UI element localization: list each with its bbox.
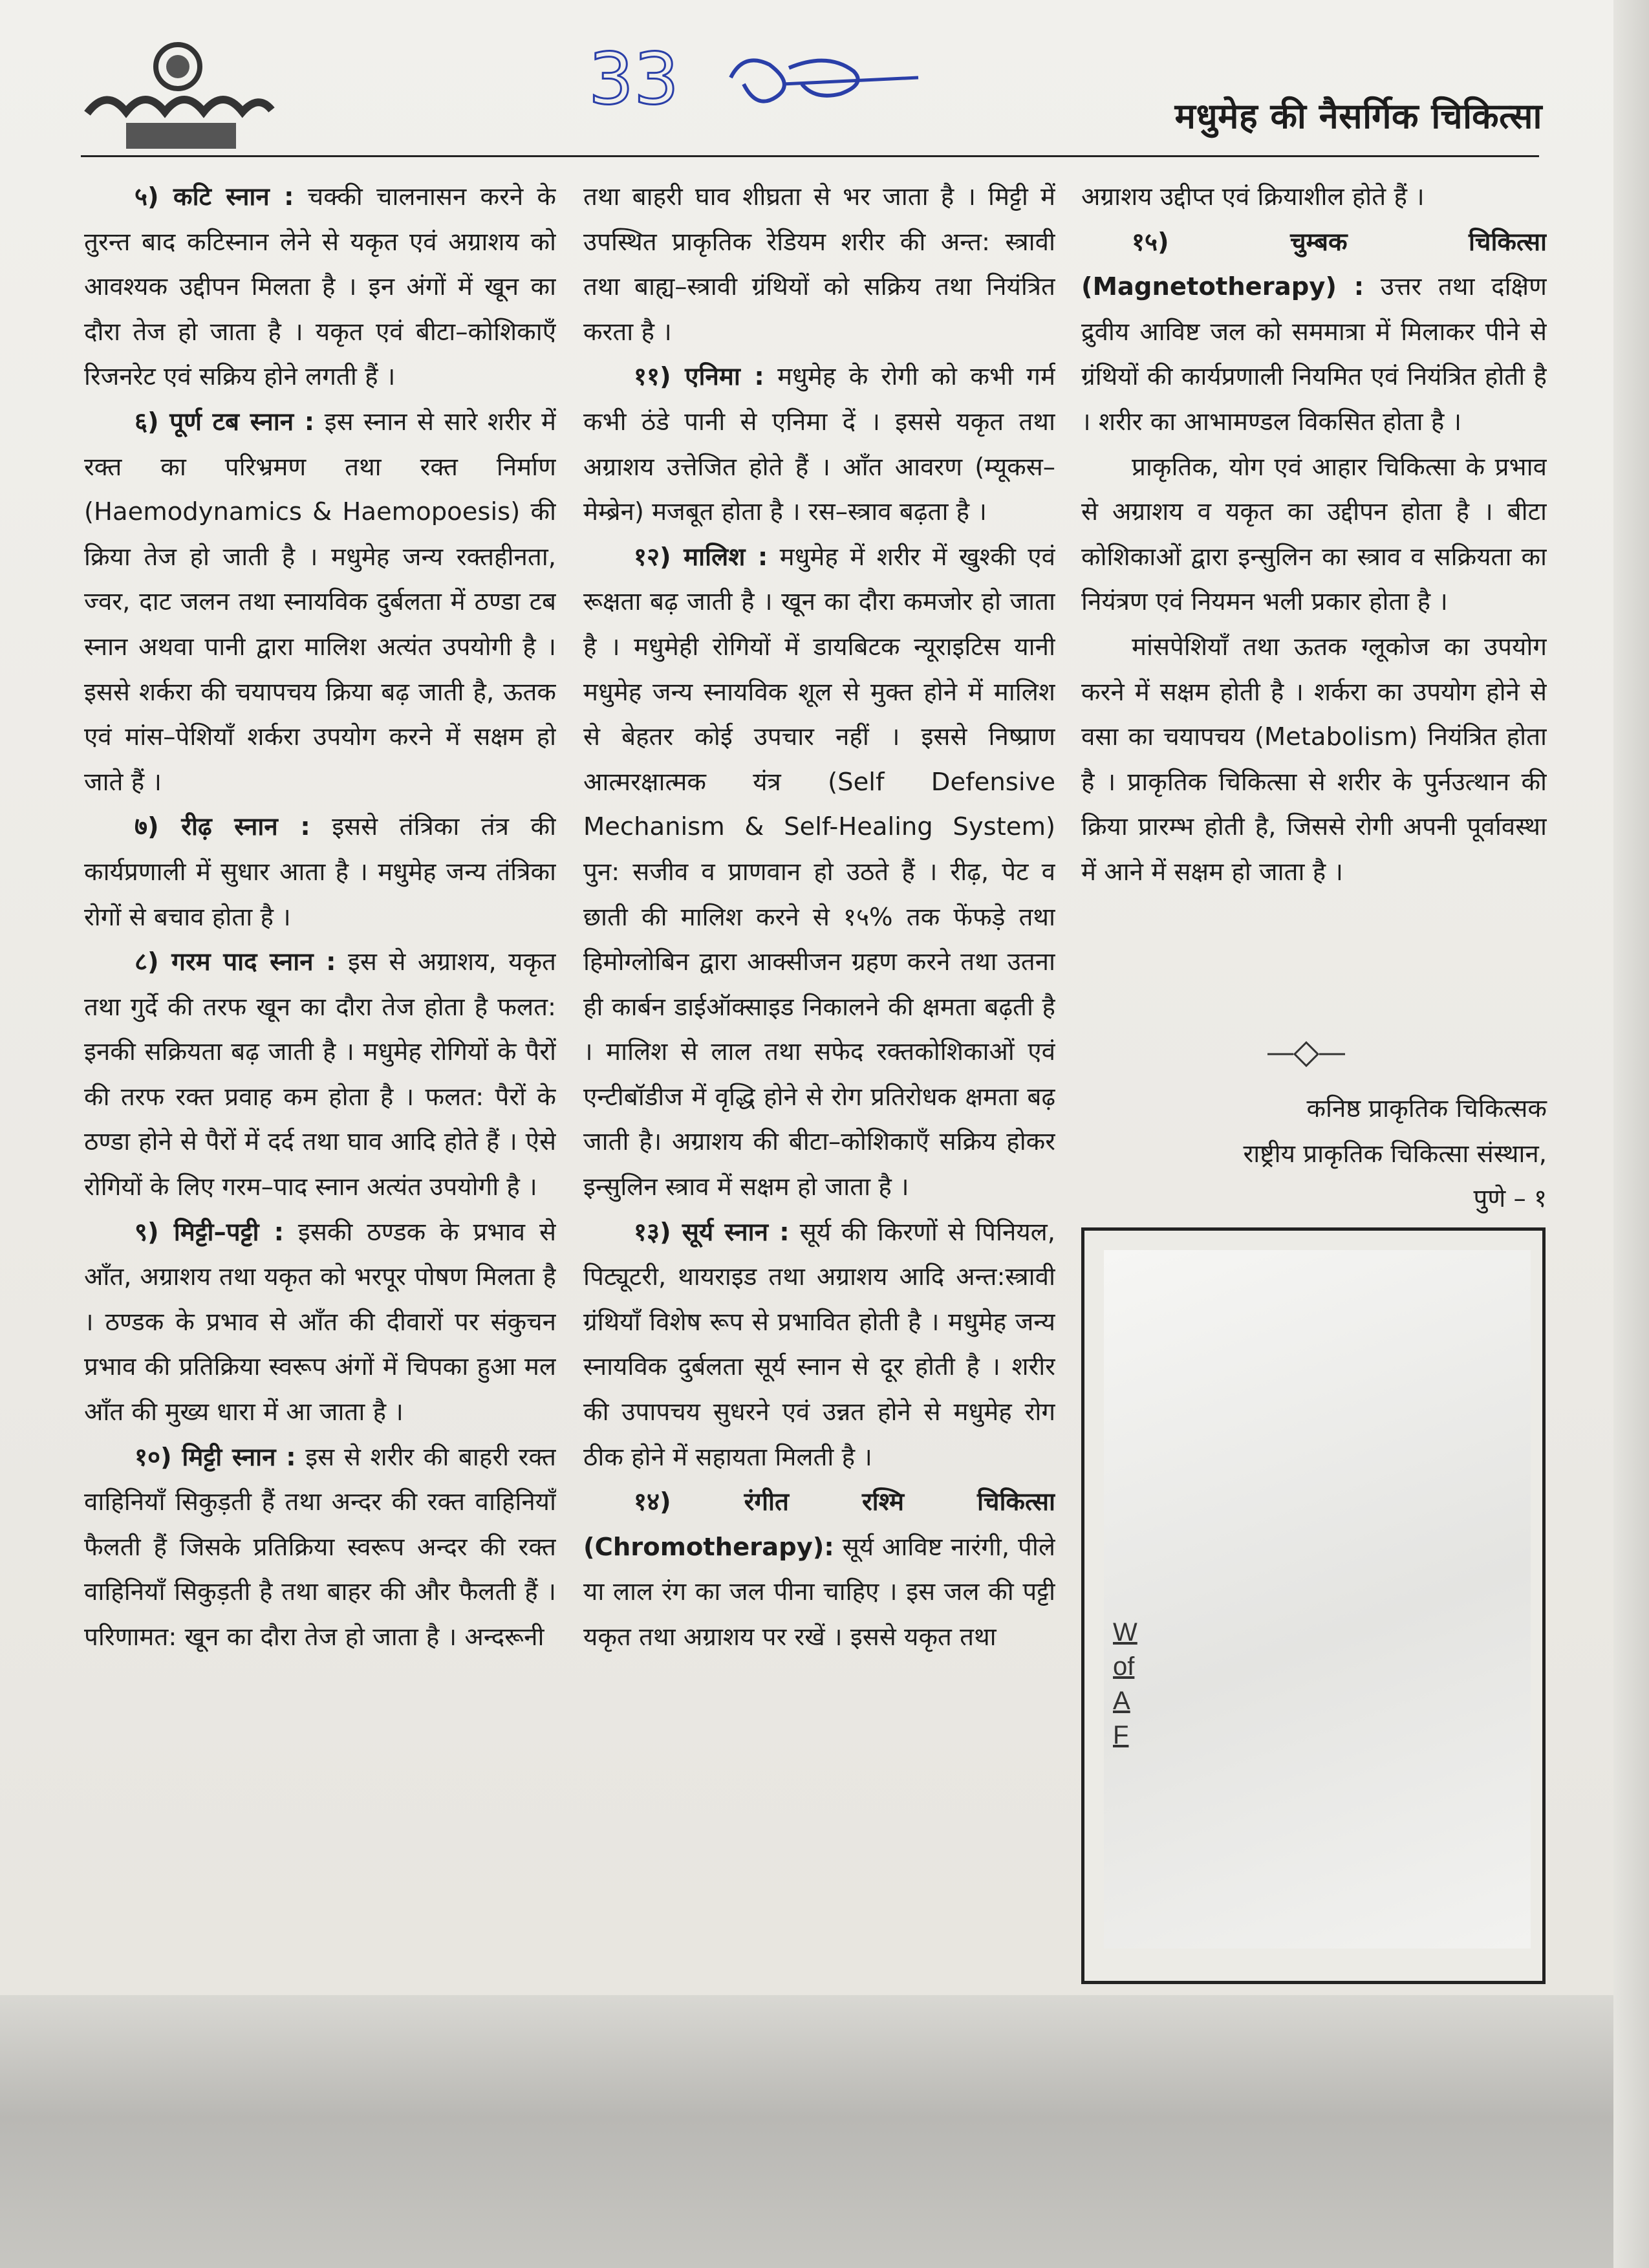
wave-sun-logo-icon bbox=[81, 36, 275, 158]
paragraph-text: मांसपेशियाँ तथा ऊतक ग्लूकोज का उपयोग करने में सक्षम होती है । शर्करा का उपयोग होने से वसा का चयापचय (Metabolism) नियंत्रित होता है । प्राकृतिक चिकित्सा से शरीर के पुर्नउत्थान की क्रिया प्रारम्भ होती है, जिससे रोगी अपनी पूर्वावस्था में आने में सक्षम हो जाता है । bbox=[1081, 632, 1547, 887]
author-city: पुणे – १ bbox=[1473, 1184, 1547, 1214]
paragraph-text: प्राकृतिक, योग एवं आहार चिकित्सा के प्रभाव से अग्राशय व यकृत का उद्दीपन होता है । बीटा कोशिकाओं द्वारा इन्सुलिन का स्त्राव व सक्रियता का नियंत्रण एवं नियमन भली प्रकार होता है । bbox=[1081, 452, 1547, 617]
box-letter: of bbox=[1113, 1652, 1135, 1681]
paragraph bbox=[1081, 175, 1547, 220]
paragraph-heading: १४) रंगीत रश्मि चिकित्सा (Chromotherapy): bbox=[583, 1487, 1055, 1562]
handwritten-number-text: 33 bbox=[588, 39, 679, 120]
paragraph bbox=[84, 175, 556, 400]
scan-bottom-shadow bbox=[0, 1995, 1649, 2268]
paragraph bbox=[1081, 445, 1547, 625]
paragraph bbox=[1081, 625, 1547, 895]
paragraph bbox=[84, 1210, 556, 1435]
paragraph-text: इससे तंत्रिका तंत्र की कार्यप्रणाली में सुधार आता है । मधुमेह जन्य तंत्रिका रोगों से बचाव होता है । bbox=[84, 812, 556, 932]
paragraph-text: इस स्नान से सारे शरीर में रक्त का परिभ्रमण तथा रक्त निर्माण (Haemodynamics & Haemopoesis) की क्रिया तेज हो जाती है । मधुमेह जन्य रक्तहीनता, ज्वर, दाट जलन तथा स्नायविक दुर्बलता में ठण्डा टब स्नान अथवा पानी द्वारा मालिश अत्यंत उपयोगी है । इससे शर्करा की चयापचय क्रिया बढ़ जाती है, ऊतक एवं मांस–पेशियाँ शर्करा उपयोग करने में सक्षम हो जाते हैं । bbox=[84, 407, 556, 797]
paragraph bbox=[583, 1480, 1055, 1659]
paragraph-heading: ९) मिट्टी–पट्टी : bbox=[135, 1217, 284, 1247]
page-right-edge bbox=[1613, 0, 1649, 2268]
paragraph-heading: ६) पूर्ण टब स्नान : bbox=[135, 407, 315, 437]
paragraph bbox=[1081, 220, 1547, 445]
paragraph-heading: १५) चुम्बक चिकित्सा (Magnetotherapy) : bbox=[1081, 227, 1547, 302]
author-signature-block bbox=[1081, 1086, 1547, 1222]
paragraph bbox=[583, 354, 1055, 534]
paragraph-text: सूर्य की किरणों से पिनियल, पिट्यूटरी, थायराइड तथा अग्राशय आदि अन्त:स्त्रावी ग्रंथियाँ विशेष रूप से प्रभावित होती है । मधुमेह जन्य स्नायविक दुर्बलता सूर्य स्नान से दूर होती है । शरीर की उपापचय सुधरने एवं उन्नत होने से मधुमेह रोग ठीक होने में सहायता मिलती है । bbox=[583, 1217, 1055, 1472]
pasted-paper-patch bbox=[1104, 1250, 1531, 1949]
paragraph bbox=[583, 175, 1055, 354]
diamond-separator-icon bbox=[1267, 1035, 1345, 1074]
paragraph-text: मधुमेह में शरीर में खुश्की एवं रूक्षता बढ़ जाती है । खून का दौरा कमजोर हो जाता है । मधुमेही रोगियों में डायबिटक न्यूराइटिस यानी मधुमेह जन्य स्नायविक शूल से मुक्त होने में मालिश से बेहतर कोई उपचार नहीं । इससे निष्प्राण आत्मरक्षात्मक यंत्र (Self Defensive Mechanism & Self-Healing System) पुन: सजीव व प्राणवान हो उठते हैं । रीढ़, पेट व छाती की मालिश करने से १५% तक फेंफड़े तथा हिमोग्लोबिन द्वारा आक्सीजन ग्रहण करने तथा उतना ही कार्बन डाईऑक्साइड निकालने की क्षमता बढ़ती है । मालिश से लाल तथा सफेद रक्तकोशिकाओं एवं एन्टीबॉडीज में वृद्धि होने से रोग प्रतिरोधक क्षमता बढ़ जाती है। अग्राशय की बीटा–कोशिकाएँ सक्रिय होकर इन्सुलिन स्त्राव में सक्षम हो जाता है । bbox=[583, 542, 1055, 1202]
paragraph-text: इस से अग्राशय, यकृत तथा गुर्दे की तरफ खून का दौरा तेज होता है फलत: इनकी सक्रियता बढ़ जाती है । मधुमेह रोगियों के पैरों की तरफ रक्त प्रवाह कम होता है । फलत: पैरों के ठण्डा होने से पैरों में दर्द तथा घाव आदि होते हैं । ऐसे रोगियों के लिए गरम–पाद स्नान अत्यंत उपयोगी है । bbox=[84, 947, 556, 1202]
paragraph bbox=[84, 400, 556, 805]
framed-box bbox=[1081, 1227, 1546, 1984]
text-column-1 bbox=[84, 175, 556, 1934]
page-title: मधुमेह की नैसर्गिक चिकित्सा bbox=[1174, 96, 1542, 136]
paragraph bbox=[84, 940, 556, 1210]
paragraph-text: इस से शरीर की बाहरी रक्त वाहिनियाँ सिकुड़ती हैं तथा अन्दर की रक्त वाहिनियाँ फैलती हैं जिसके प्रतिक्रिया स्वरूप अन्दर की रक्त वाहिनियाँ सिकुड़ती है तथा बाहर की और फैलती हैं । परिणामत: खून का दौरा तेज हो जाता है । अन्दरूनी bbox=[84, 1442, 556, 1652]
paragraph-text: अग्राशय उद्दीप्त एवं क्रियाशील होते हैं । bbox=[1081, 182, 1425, 211]
paragraph-text: उत्तर तथा दक्षिण द्रुवीय आविष्ट जल को सममात्रा में मिलाकर पीने से ग्रंथियों की कार्यप्रणाली नियमित एवं नियंत्रित होती है । शरीर का आभामण्डल विकसित होता है । bbox=[1081, 272, 1547, 437]
paragraph-heading: ५) कटि स्नान : bbox=[135, 182, 294, 211]
box-partial-text bbox=[1113, 1615, 1137, 1753]
paragraph-heading: ८) गरम पाद स्नान : bbox=[135, 947, 336, 977]
text-column-2 bbox=[583, 175, 1055, 1934]
paragraph bbox=[583, 1210, 1055, 1480]
box-letter: F bbox=[1113, 1721, 1129, 1749]
paragraph-heading: ११) एनिमा : bbox=[634, 362, 764, 392]
paragraph-text: सूर्य आविष्ट नारंगी, पीले या लाल रंग का जल पीना चाहिए । इस जल की पट्टी यकृत तथा अग्राशय पर रखें । इससे यकृत तथा bbox=[583, 1532, 1055, 1652]
box-letter: A bbox=[1113, 1687, 1130, 1715]
paragraph-text: इसकी ठण्डक के प्रभाव से आँत, अग्राशय तथा यकृत को भरपूर पोषण मिलता है । ठण्डक के प्रभाव से आँत की दीवारों पर संकुचन प्रभाव की प्रतिक्रिया स्वरूप अंगों में चिपका हुआ मल आँत की मुख्य धारा में आ जाता है । bbox=[84, 1217, 556, 1427]
box-letter: W bbox=[1113, 1618, 1137, 1647]
paragraph-text: तथा बाहरी घाव शीघ्रता से भर जाता है । मिट्टी में उपस्थित प्राकृतिक रेडियम शरीर की अन्त: स्त्रावी तथा बाह्य–स्त्रावी ग्रंथियों को सक्रिय तथा नियंत्रित करता है । bbox=[583, 182, 1055, 347]
paragraph-heading: १३) सूर्य स्नान : bbox=[634, 1217, 790, 1247]
paragraph-text: मधुमेह के रोगी को कभी गर्म कभी ठंडे पानी से एनिमा दें । इससे यकृत तथा अग्राशय उत्तेजित होते हैं । आँत आवरण (म्यूकस–मेम्ब्रेन) मजबूत होता है । रस–स्त्राव बढ़ता है । bbox=[583, 362, 1055, 527]
paragraph bbox=[583, 535, 1055, 1210]
paragraph-heading: १०) मिट्टी स्नान : bbox=[135, 1442, 296, 1472]
paragraph bbox=[84, 805, 556, 940]
paragraph-text: चक्की चालनासन करने के तुरन्त बाद कटिस्नान लेने से यकृत एवं अग्राशय को आवश्यक उद्दीपन मिलता है । इन अंगों में खून का दौरा तेज हो जाता है । यकृत एवं बीटा–कोशिकाएँ रिजनरेट एवं सक्रिय होने लगती हैं । bbox=[84, 182, 556, 392]
paragraph bbox=[84, 1435, 556, 1660]
paragraph-heading: ७) रीढ़ स्नान : bbox=[135, 812, 310, 842]
author-institution: राष्ट्रीय प्राकृतिक चिकित्सा संस्थान, bbox=[1243, 1139, 1547, 1169]
header-divider bbox=[81, 155, 1539, 157]
paragraph-heading: १२) मालिश : bbox=[634, 542, 768, 572]
author-designation: कनिष्ठ प्राकृतिक चिकित्सक bbox=[1306, 1094, 1547, 1123]
handwritten-page-number bbox=[582, 39, 931, 123]
